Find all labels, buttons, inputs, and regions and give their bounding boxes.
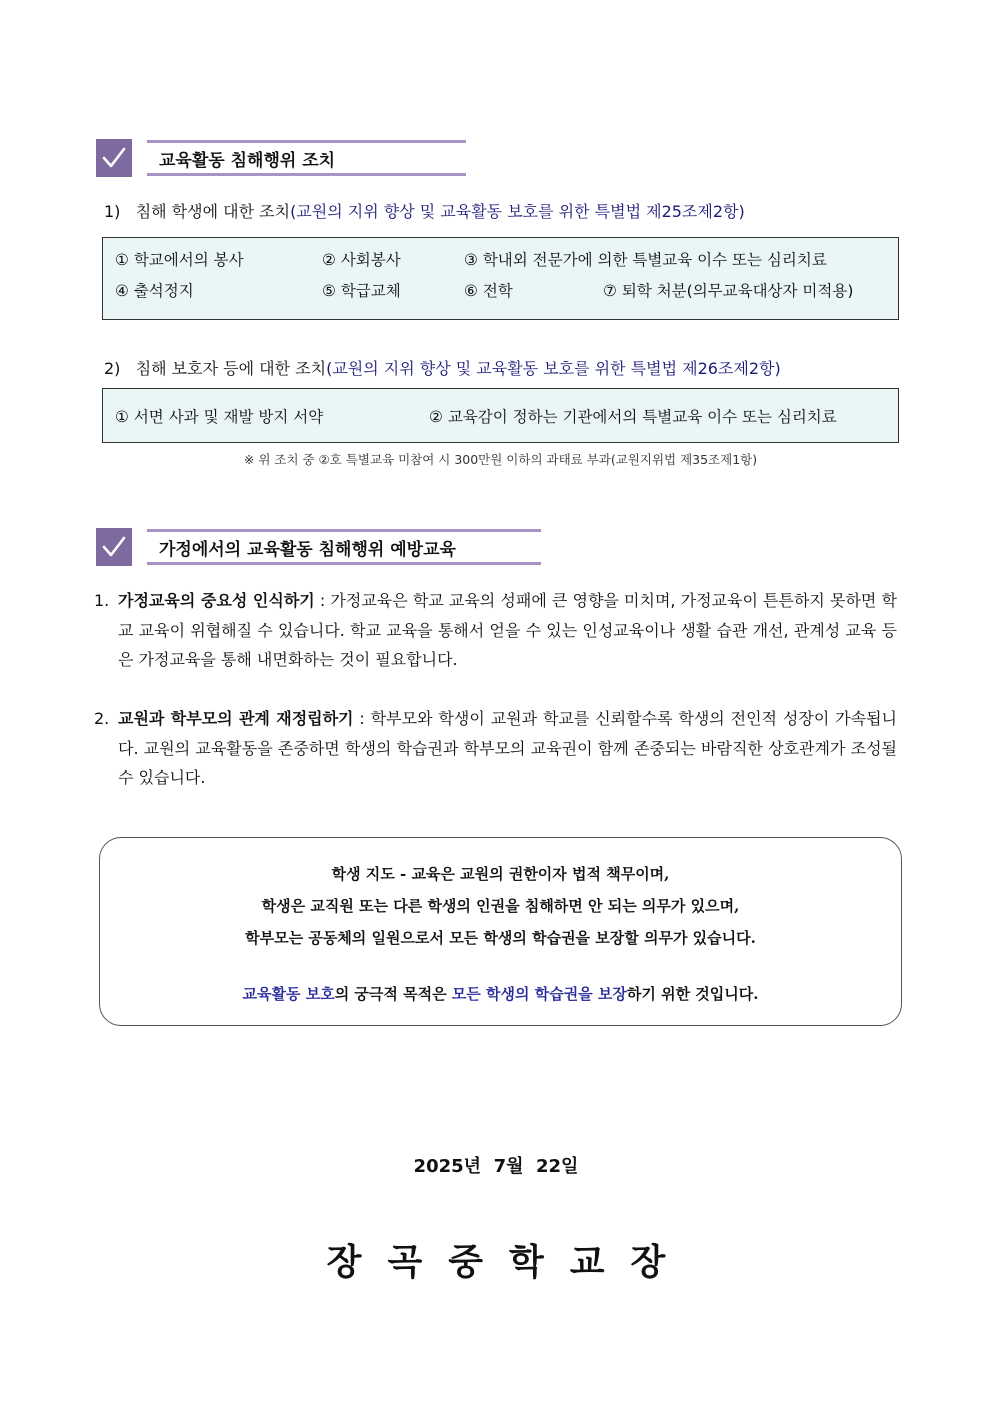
list-text: : 가정교육은 학교 교육의 성패에 큰 영향을 미치며, 가정교육이 튼튼하지 못하면 학교 교육이 위협해질 수 있습니다. 학교 교육을 통해서 얻을 수 있는 인성교육이나 생활 습관 개선, 관계성 교육 등은 가정교육을 통해 내면화하는 것이 필요합니다. <box>118 591 897 669</box>
subheading-text: 침해 보호자 등에 대한 조치 <box>135 359 327 378</box>
signer-name: 장곡중학교장 <box>326 1242 692 1283</box>
list-lead: 교원과 학부모의 관계 재정립하기 <box>118 709 354 728</box>
list-body <box>118 704 897 793</box>
subheading-guardian <box>104 356 781 379</box>
callout-line: 학부모는 공동체의 일원으로서 모든 학생의 학습권을 보장할 의무가 있습니다. <box>245 929 756 947</box>
law-reference: (교원의 지위 향상 및 교육활동 보호를 위한 특별법 제25조제2항) <box>290 202 745 221</box>
callout-text: 의 궁극적 목적은 <box>334 985 452 1003</box>
callout-line: 학생은 교직원 또는 다른 학생의 인권을 침해하면 안 되는 의무가 있으며, <box>261 897 740 915</box>
section-title: 가정에서의 교육활동 침해행위 예방교육 <box>147 529 541 565</box>
callout-text: 하기 위한 것입니다. <box>626 985 759 1003</box>
emphasis-text: 교육활동 보호 <box>242 985 335 1003</box>
subheading-text: 침해 학생에 대한 조치 <box>135 202 291 221</box>
fine-notice: ※ 위 조치 중 ②호 특별교육 미참여 시 300만원 이하의 과태료 부과(교원지위법 제35조제1항) <box>243 452 758 467</box>
measures-row <box>103 248 898 279</box>
check-icon <box>101 146 127 170</box>
measure-item: ② 사회봉사 <box>322 251 401 269</box>
student-measures-box <box>102 237 899 320</box>
subheading-number: 1) <box>104 202 121 221</box>
emphasis-text: 모든 학생의 학습권을 보장 <box>451 985 627 1003</box>
check-icon-box <box>96 528 132 566</box>
list-number: 1. <box>94 591 110 610</box>
list-lead: 가정교육의 중요성 인식하기 <box>118 591 315 610</box>
measures-row <box>103 405 898 436</box>
list-body <box>118 586 897 675</box>
measure-item: ⑦ 퇴학 처분(의무교육대상자 미적용) <box>603 282 854 300</box>
measure-item: ① 서면 사과 및 재발 방지 서약 <box>115 408 324 426</box>
callout-box <box>99 837 902 1026</box>
callout-line: 학생 지도 - 교육은 교원의 권한이자 법적 책무이며, <box>331 865 670 883</box>
list-item <box>94 586 897 675</box>
law-reference: (교원의 지위 향상 및 교육활동 보호를 위한 특별법 제26조제2항) <box>326 359 781 378</box>
measure-item: ④ 출석정지 <box>115 282 194 300</box>
measure-item: ① 학교에서의 봉사 <box>115 251 244 269</box>
subheading-number: 2) <box>104 359 121 378</box>
measures-row <box>103 279 898 310</box>
measure-item: ② 교육감이 정하는 기관에서의 특별교육 이수 또는 심리치료 <box>429 408 837 426</box>
subheading-student <box>104 199 745 222</box>
list-number: 2. <box>94 709 110 728</box>
check-icon-box <box>96 139 132 177</box>
callout-final-line <box>100 978 901 1010</box>
issue-date: 2025년 7월 22일 <box>413 1156 579 1177</box>
measure-item: ⑥ 전학 <box>464 282 513 300</box>
check-icon <box>101 535 127 559</box>
list-text: : 학부모와 학생이 교원과 학교를 신뢰할수록 학생의 전인적 성장이 가속됩니다. 교원의 교육활동을 존중하면 학생의 학습권과 학부모의 교육권이 함께 존중되는 바람직한 상호관계가 조성될 수 있습니다. <box>118 709 897 787</box>
measure-item: ⑤ 학급교체 <box>322 282 401 300</box>
measure-item: ③ 학내외 전문가에 의한 특별교육 이수 또는 심리치료 <box>464 251 827 269</box>
section-title: 교육활동 침해행위 조치 <box>147 140 466 176</box>
guardian-measures-box <box>102 388 899 443</box>
list-item <box>94 704 897 793</box>
